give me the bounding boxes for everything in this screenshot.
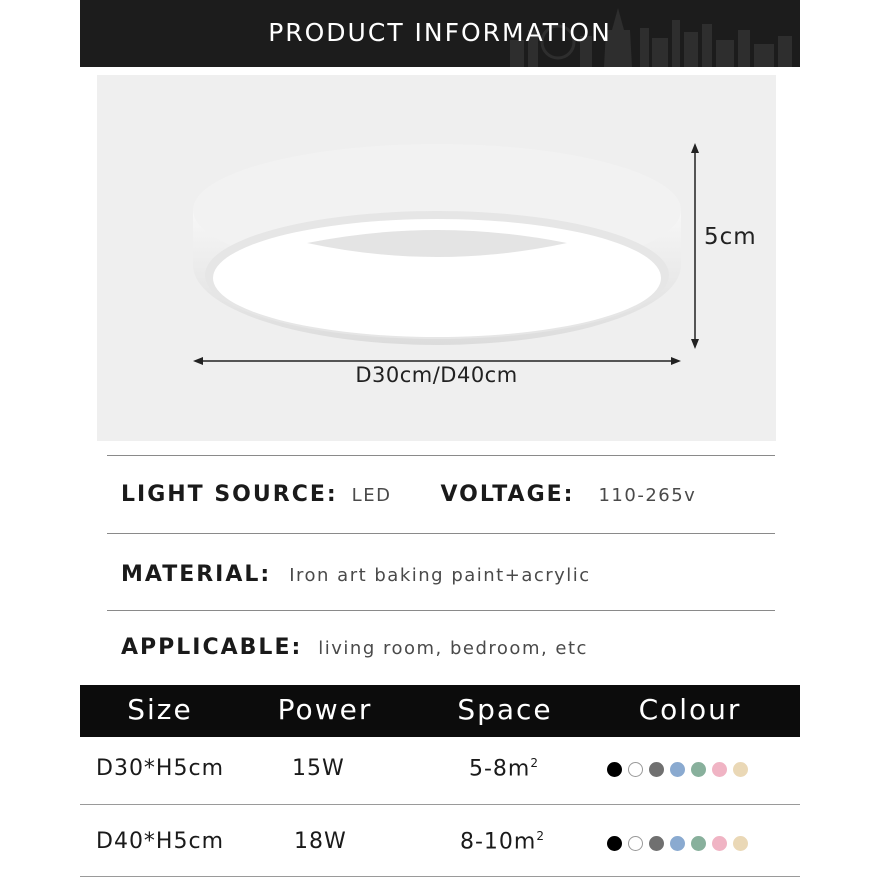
light-source-value: LED	[351, 485, 392, 506]
colour-swatch	[649, 836, 664, 851]
colour-swatch	[712, 836, 727, 851]
page-title: PRODUCT INFORMATION	[268, 18, 612, 47]
product-photo	[97, 75, 776, 441]
table-header	[80, 685, 800, 737]
row-1-space: $5-8m^2$	[469, 756, 540, 782]
header-banner	[80, 0, 800, 67]
colour-swatch	[607, 836, 622, 851]
divider	[80, 804, 800, 805]
row-1-size: D30*H5cm	[96, 756, 225, 781]
spec-row-light-voltage	[121, 482, 696, 507]
column-header-colour: Colour	[638, 693, 742, 726]
row-2-colour-swatches	[607, 836, 748, 851]
voltage-label: VOLTAGE:	[440, 482, 575, 507]
colour-swatch	[691, 762, 706, 777]
colour-swatch	[649, 762, 664, 777]
column-header-size: Size	[127, 693, 193, 726]
colour-swatch	[607, 762, 622, 777]
divider	[107, 533, 775, 534]
colour-swatch	[628, 762, 643, 777]
diameter-dimension-label: D30cm/D40cm	[355, 363, 518, 387]
light-source-label: LIGHT SOURCE:	[121, 482, 338, 507]
colour-swatch	[670, 836, 685, 851]
colour-swatch	[628, 836, 643, 851]
row-1-colour-swatches	[607, 762, 748, 777]
row-2-space: $8-10m^2$	[460, 829, 546, 855]
colour-swatch	[733, 762, 748, 777]
voltage-value: 110-265v	[598, 485, 697, 506]
spec-row-material	[121, 562, 591, 587]
column-header-power: Power	[277, 693, 373, 726]
material-label: MATERIAL:	[121, 562, 272, 587]
column-header-space: Space	[457, 693, 553, 726]
spec-row-applicable	[121, 635, 588, 660]
row-2-size: D40*H5cm	[96, 829, 225, 854]
divider	[80, 876, 800, 877]
material-value: Iron art baking paint+acrylic	[289, 565, 591, 586]
colour-swatch	[712, 762, 727, 777]
divider	[107, 610, 775, 611]
height-dimension-label: 5cm	[704, 224, 757, 250]
row-1-power: 15W	[292, 756, 345, 781]
applicable-value: living room, bedroom, etc	[318, 638, 588, 659]
divider	[107, 455, 775, 456]
colour-swatch	[670, 762, 685, 777]
row-2-power: 18W	[294, 829, 347, 854]
colour-swatch	[691, 836, 706, 851]
applicable-label: APPLICABLE:	[121, 635, 303, 660]
colour-swatch	[733, 836, 748, 851]
